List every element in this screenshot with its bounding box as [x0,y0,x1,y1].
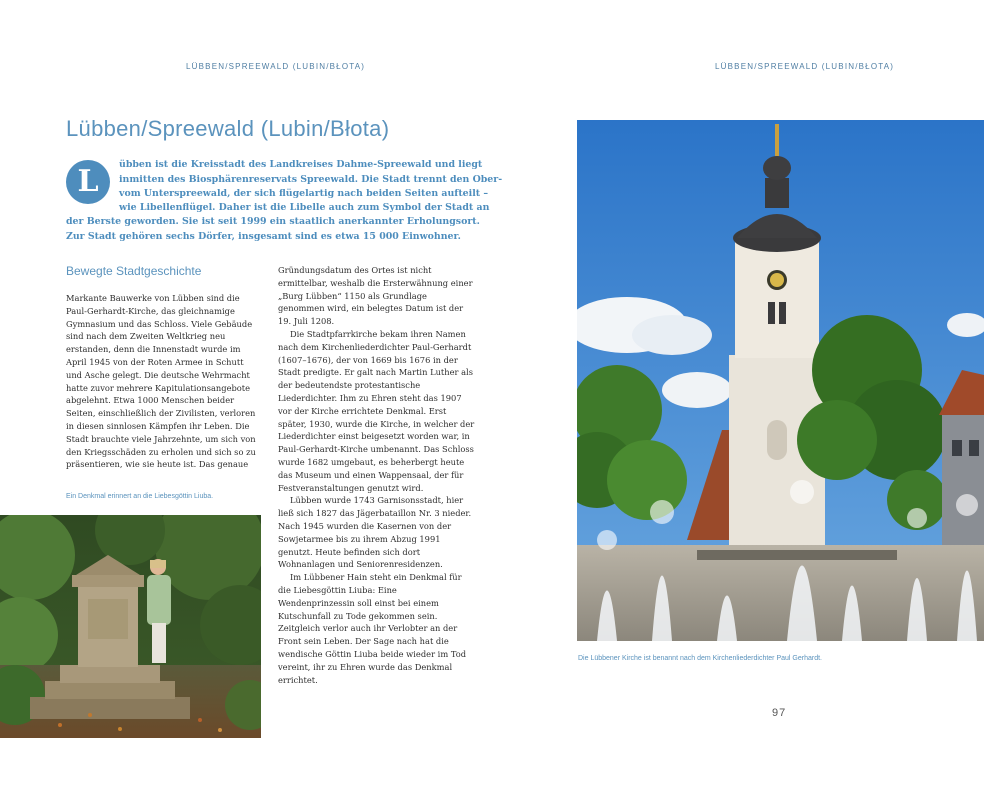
intro-line: Zur Stadt gehören sechs Dörfer, insgesamt sind es etwa 15 000 Einwohner. [66,231,461,242]
intro-line: wie Libellenflügel. Daher ist die Libelle auch zum Symbol der Stadt an [119,202,490,213]
body-column-2 [278,264,476,686]
church-photo [577,120,984,641]
intro-line: übben ist die Kreisstadt des Landkreises Dahme-Spreewald und liegt [119,159,483,170]
running-head-right: LÜBBEN/SPREEWALD (LUBIN/BŁOTA) [715,62,895,71]
photo-caption-right: Die Lübbener Kirche ist benannt nach dem Kirchenliederdichter Paul Gerhardt. [578,655,822,662]
body-paragraph: Gründungsdatum des Ortes ist nicht ermittelbar, weshalb die Ersterwähnung einer „Burg Lübben“ 1150 als Grundlage genommen wird, ein belegtes Datum ist der 19. Juli 1208. [278,265,473,327]
section-heading: Bewegte Stadtgeschichte [66,264,202,278]
body-paragraph: Im Lübbener Hain steht ein Denkmal für die Liebesgöttin Liuba: Eine Wendenprinzessin soll einst bei einem Kutschunfall zu Tode gekommen sein. Zeitgleich verlor auch ihr Verlobter an der Front sein Leben. Der Sage nach hat die wendische Göttin Liuba beide wieder im Tod vereint, ihr zu Ehren wurde das Denkmal errichtet. [278,572,467,685]
intro-line: der Berste geworden. Sie ist seit 1999 ein staatlich anerkannter Erholungsort. [66,216,480,227]
running-head-left: LÜBBEN/SPREEWALD (LUBIN/BŁOTA) [186,62,366,71]
intro-line: vom Unterspreewald, der sich flügelartig nach beiden Seiten aufteilt – [119,188,489,199]
monument-photo [0,515,261,738]
monument-illustration [0,515,261,738]
body-paragraph: Lübben wurde 1743 Garnisonsstadt, hier ließ sich 1827 das Jägerbataillon Nr. 3 nieder. Nach 1945 wurden die Kasernen von der Sowjetarmee bis zu ihrem Abzug 1991 genutzt. Heute befinden sich dort Wohnanlagen und Seniorenresidenzen. [278,495,472,570]
body-paragraph: Markante Bauwerke von Lübben sind die Paul-Gerhardt-Kirche, das gleichnamige Gymnasium und das Schloss. Viele Gebäude sind nach dem Zweiten Weltkrieg neu erstanden, denn die Innenstadt wurde im April 1945 von der Roten Armee in Schutt und Asche gelegt. Die deutsche Wehrmacht hatte zuvor mehrere Kapitulationsangebote abgelehnt. Etwa 1000 Menschen beider Seiten, einschließlich der Zivilisten, verloren in diesen sinnlosen Kämpfen ihr Leben. Die Stadt brauchte viele Jahrzehnte, um sich von den Kriegsschäden zu erholen und sich so zu präsentieren, wie sie heute ist. Das genaue [66,293,256,470]
church-illustration [577,120,984,641]
page-number: 97 [772,707,787,719]
page-title: Lübben/Spreewald (Lubin/Błota) [66,116,390,141]
body-paragraph: Die Stadtpfarrkirche bekam ihren Namen nach dem Kirchenliederdichter Paul-Gerhardt (1607–1676), der von 1669 bis 1676 in der Stadt predigte. Er galt nach Martin Luther als der bedeutendste protestantische Liederdichter. Ihm zu Ehren steht das 1907 vor der Kirche errichtete Denkmal. Erst später, 1930, wurde die Kirche, in welcher der Liederdichter einst beigesetzt worden war, in Paul-Gerhardt-Kirche umbenannt. Das Schloss wurde 1682 umgebaut, es beherbergt heute das Museum und einen Wappensaal, der für Festveranstaltungen genutzt wird. [278,328,475,493]
dropcap-initial: L [66,160,110,204]
photo-caption-left: Ein Denkmal erinnert an die Liebesgöttin Liuba. [66,493,214,500]
body-column-1 [66,292,262,471]
intro-line: inmitten des Biosphärenreservats Spreewald. Die Stadt trennt den Ober- [119,174,503,185]
